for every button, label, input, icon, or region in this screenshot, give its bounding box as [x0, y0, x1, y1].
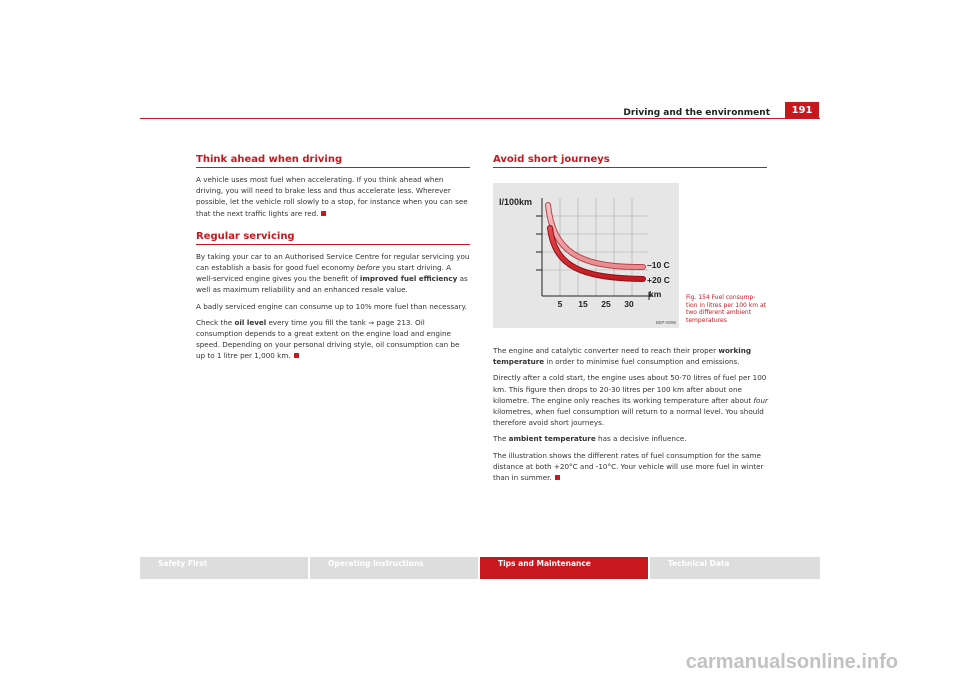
section-heading: Think ahead when driving	[196, 154, 343, 165]
footer-tab-operating-instructions[interactable]: Operating instructions	[310, 557, 478, 579]
x-tick-label: 25	[601, 299, 611, 309]
fuel-consumption-diagram	[493, 183, 679, 328]
warm-curve-outline	[550, 228, 643, 279]
legend-plus-20c: +20 C	[647, 275, 670, 285]
paragraph: A vehicle uses most fuel when accelerating. If you think ahead when driving, you will need to brake less and thus accelerate less. Wherever possible, let the vehicle roll slowly to a stop, for instance when you can see that the next traffic lights are red.	[196, 175, 468, 218]
header-rule	[140, 118, 820, 119]
end-of-section-marker	[321, 211, 326, 216]
page-number: 191	[785, 102, 819, 119]
end-of-section-marker	[555, 475, 560, 480]
left-column	[196, 154, 470, 367]
paragraph: Directly after a cold start, the engine uses about 50-70 litres of fuel per 100 km. This figure then drops to 20-30 litres per 100 km after about one kilometre. The engine only reaches its working temperature after about four kilometres, when fuel consumption will return to a normal level. You should therefore avoid short journeys.	[493, 373, 768, 428]
legend-minus-10c: –10 C	[647, 260, 670, 270]
section-regular-servicing	[196, 231, 470, 362]
section-heading: Avoid short journeys	[493, 154, 610, 165]
footer-tab-tips-and-maintenance[interactable]: Tips and Maintenance	[480, 557, 648, 579]
y-axis-label: l/100km	[499, 197, 533, 207]
figure-code: B5P-0096	[656, 320, 677, 325]
watermark: carmanualsonline.info	[685, 651, 898, 673]
right-heading-block	[493, 154, 767, 168]
paragraph: The engine and catalytic converter need to reach their proper working temperature in order to minimise fuel consumption and emissions.	[493, 346, 751, 367]
x-tick-label: 15	[578, 299, 588, 309]
section-heading: Regular servicing	[196, 230, 295, 242]
section-rule	[493, 167, 767, 168]
paragraph: The ambient temperature has a decisive influence.	[493, 434, 687, 444]
paragraph: A badly serviced engine can consume up to 10% more fuel than necessary.	[196, 301, 467, 311]
footer-tab-safety-first[interactable]: Safety First	[140, 557, 308, 579]
x-tick-label: 5	[557, 299, 563, 309]
figure-caption: Fig. 154 Fuel consump-tion in litres per 100 km at two different ambient temperatures	[686, 294, 767, 324]
footer-tab-technical-data[interactable]: Technical Data	[650, 557, 820, 579]
y-axis-ticks	[536, 216, 542, 270]
x-tick-label: 30	[624, 299, 634, 309]
x-axis-label: km	[649, 289, 662, 299]
paragraph: The illustration shows the different rates of fuel consumption for the same distance at both +20°C and -10°C. Your vehicle will use more fuel in winter than in summer.	[493, 450, 764, 483]
section-rule	[196, 244, 470, 245]
running-header-title: Driving and the environment	[623, 108, 770, 118]
curve-plus-20c	[550, 228, 643, 279]
section-think-ahead	[196, 154, 470, 219]
end-of-section-marker	[294, 353, 299, 358]
paragraph: By taking your car to an Authorised Service Centre for regular servicing you can establish a basis for good fuel economy before you start driving. A well-serviced engine gives you the benefit of improved fuel efficiency as well as maximum reliability and an enhanced resale value.	[196, 251, 470, 295]
fuel-consumption-figure	[493, 183, 679, 328]
right-column-body	[493, 345, 769, 488]
paragraph: Check the oil level every time you fill the tank ⇒ page 213. Oil consumption depends to a great extent on the engine load and engine speed. Depending on your personal driving style, oil consumption can be up to 1 litre per 1,000 km.	[196, 317, 460, 361]
section-rule	[196, 167, 470, 168]
